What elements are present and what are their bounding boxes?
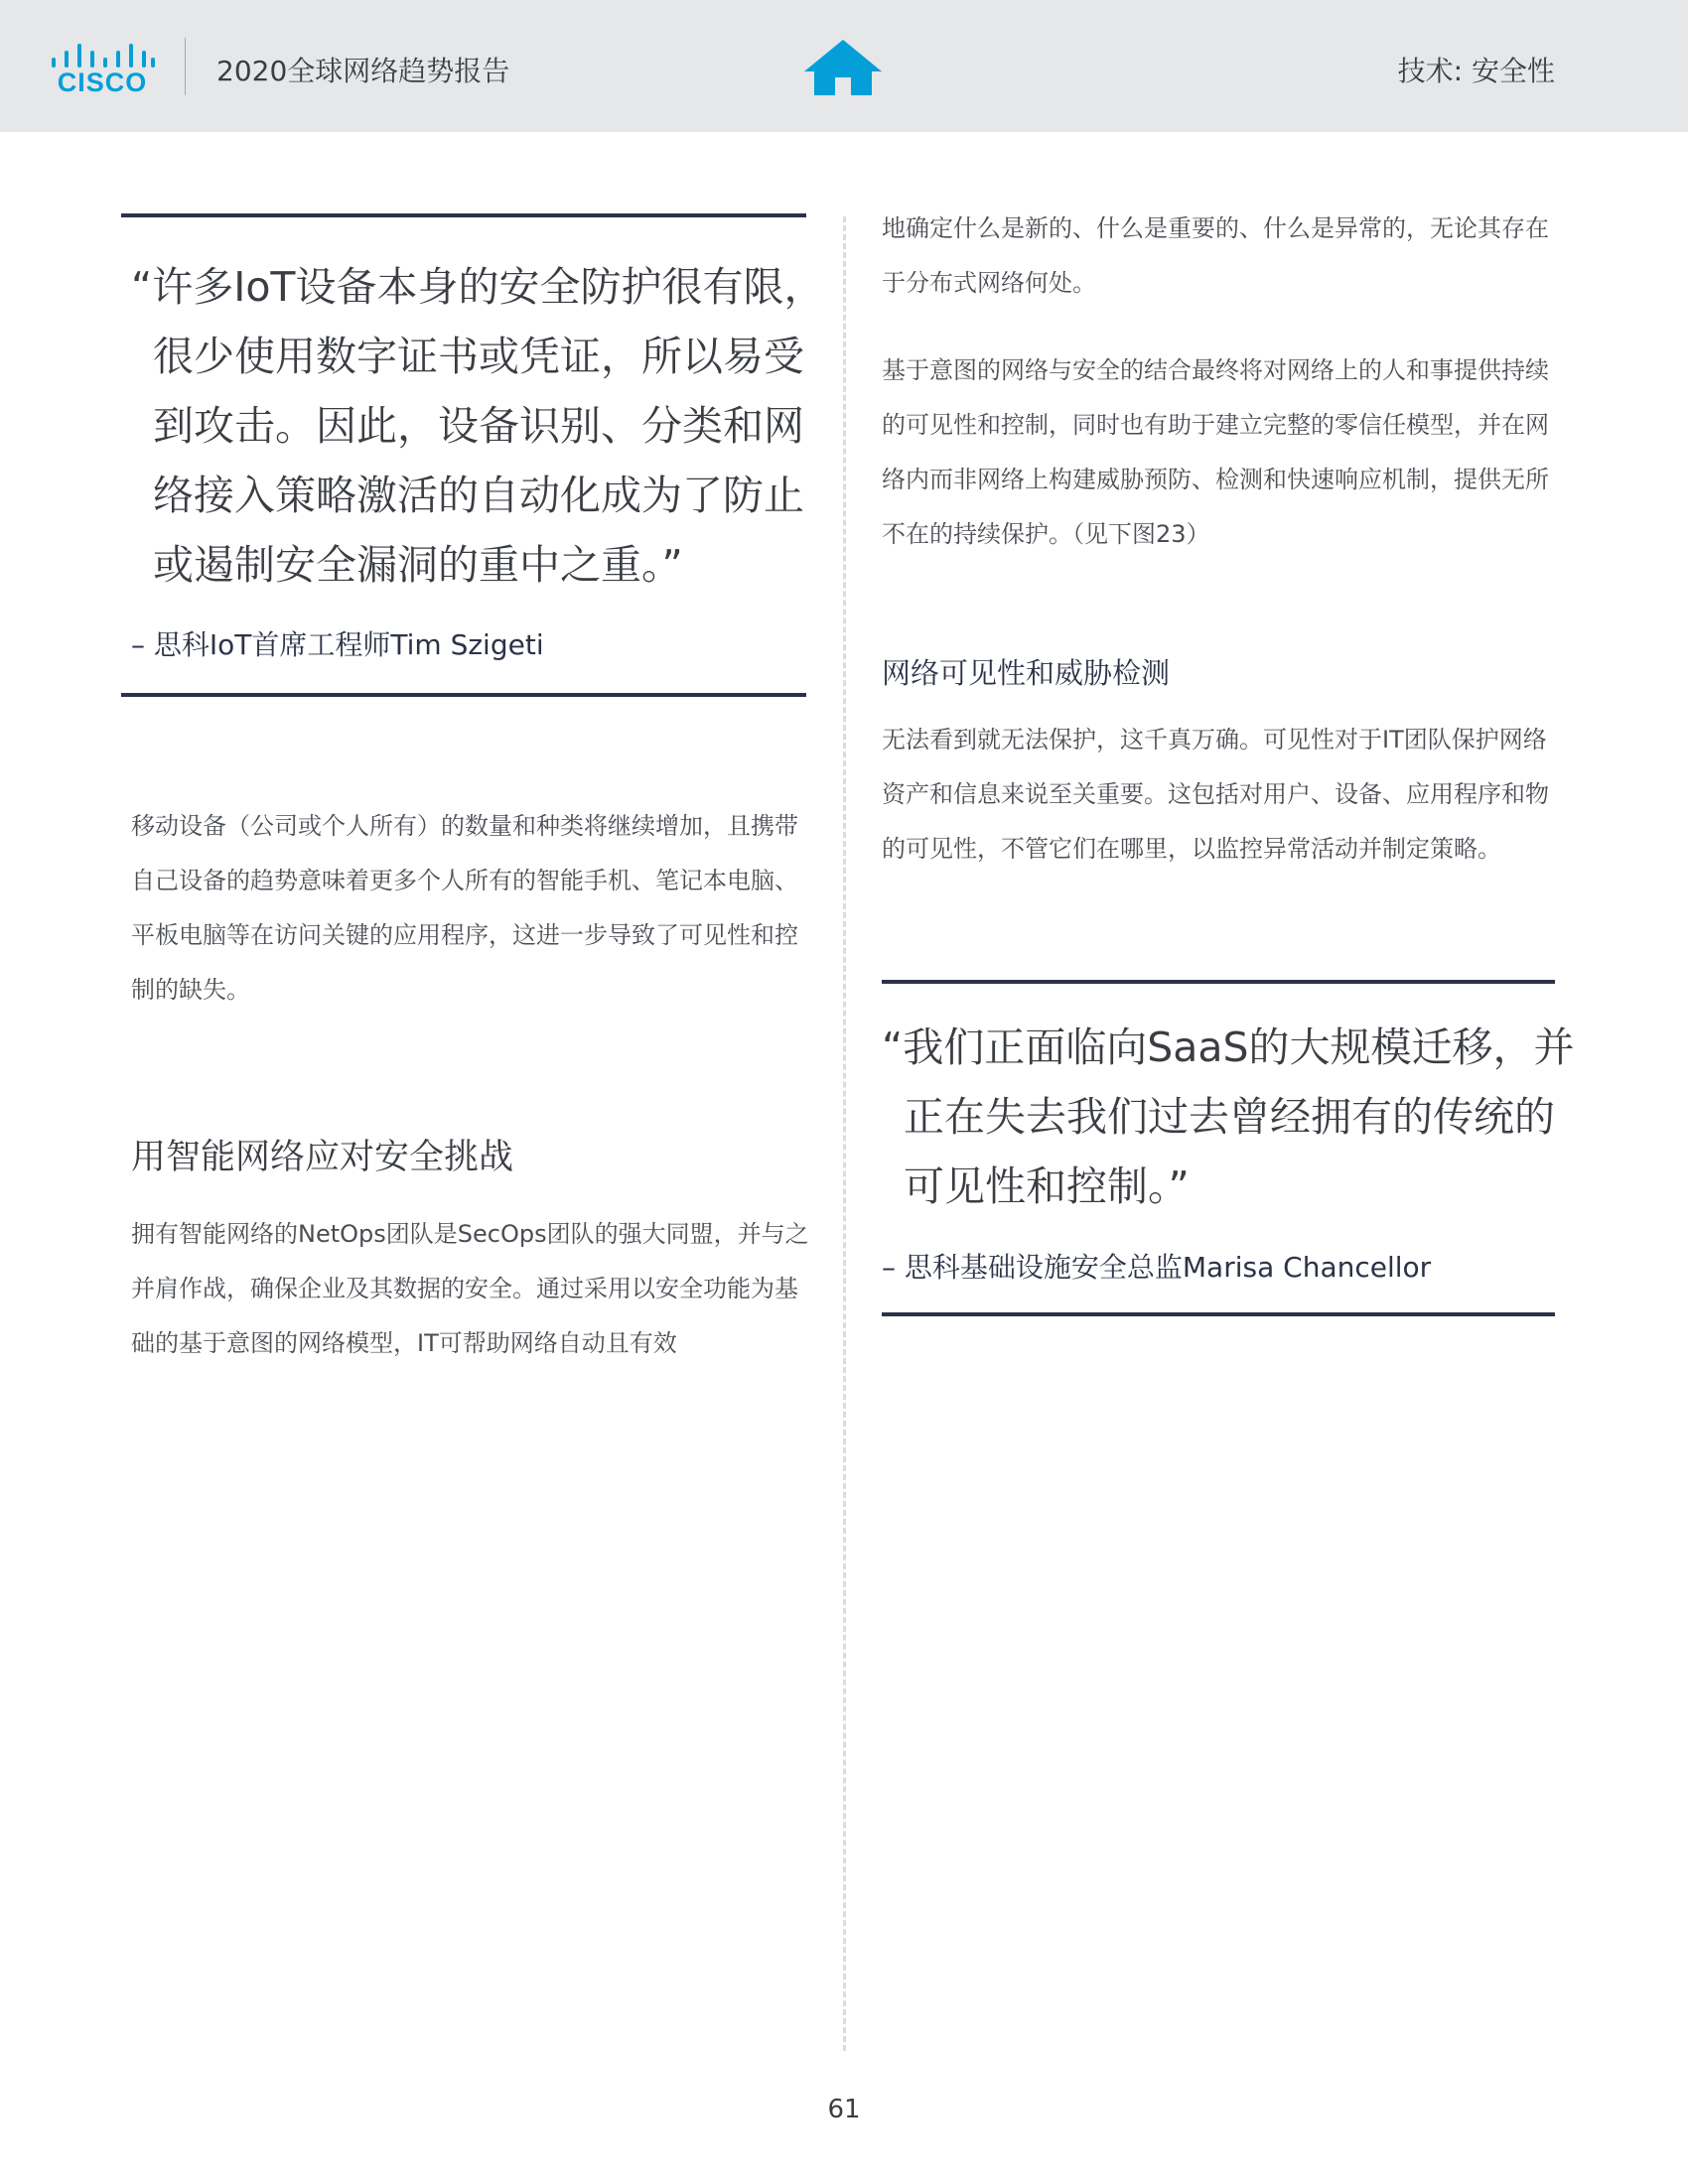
quote-top-rule — [121, 213, 806, 217]
page-header — [0, 0, 1688, 132]
section-label: 技术: 安全性 — [1397, 55, 1555, 87]
report-title: 2020全球网络趋势报告 — [216, 55, 510, 87]
section-heading: 用智能网络应对安全挑战 — [131, 1138, 514, 1177]
cisco-bars-icon — [48, 40, 157, 69]
quote-bottom-rule — [121, 693, 806, 697]
pull-quote: “许多IoT设备本身的安全防护很有限，很少使用数字证书或凭证，所以易受到攻击。因此，设备识别、分类和网络接入策略激活的自动化成为了防止或遏制安全漏洞的重中之重。” — [131, 263, 825, 589]
body-paragraph: 移动设备（公司或个人所有）的数量和种类将继续增加，且携带自己设备的趋势意味着更多个人所有的智能手机、笔记本电脑、平板电脑等在访问关键的应用程序，这进一步导致了可见性和控制的缺失。 — [131, 812, 798, 1004]
section-heading: 网络可见性和威胁检测 — [882, 656, 1171, 690]
quote-attribution: – 思科基础设施安全总监Marisa Chancellor — [882, 1251, 1432, 1284]
quote-attribution: – 思科IoT首席工程师Tim Szigeti — [131, 628, 544, 661]
body-paragraph: 地确定什么是新的、什么是重要的、什么是异常的，无论其存在于分布式网络何处。 — [882, 214, 1549, 297]
page-number: 61 — [827, 2095, 861, 2124]
quote-bottom-rule — [882, 1312, 1555, 1316]
column-divider — [843, 216, 846, 2051]
home-icon[interactable] — [802, 38, 884, 97]
quote-top-rule — [882, 980, 1555, 984]
body-paragraph: 拥有智能网络的NetOps团队是SecOps团队的强大同盟，并与之并肩作战，确保企业及其数据的安全。通过采用以安全功能为基础的基于意图的网络模型，IT可帮助网络自动且有效 — [131, 1220, 809, 1357]
logo-text: CISCO — [57, 68, 148, 97]
header-divider — [185, 38, 186, 95]
body-paragraph: 基于意图的网络与安全的结合最终将对网络上的人和事提供持续的可见性和控制，同时也有助于建立完整的零信任模型，并在网络内而非网络上构建威胁预防、检测和快速响应机制，提供无所不在的持续保护。（见下图23） — [882, 356, 1549, 548]
cisco-logo — [48, 40, 157, 99]
body-paragraph: 无法看到就无法保护，这千真万确。可见性对于IT团队保护网络资产和信息来说至关重要。这包括对用户、设备、应用程序和物的可见性，不管它们在哪里，以监控异常活动并制定策略。 — [882, 726, 1549, 863]
pull-quote: “我们正面临向SaaS的大规模迁移，并正在失去我们过去曾经拥有的传统的可见性和控制。” — [882, 1024, 1575, 1210]
